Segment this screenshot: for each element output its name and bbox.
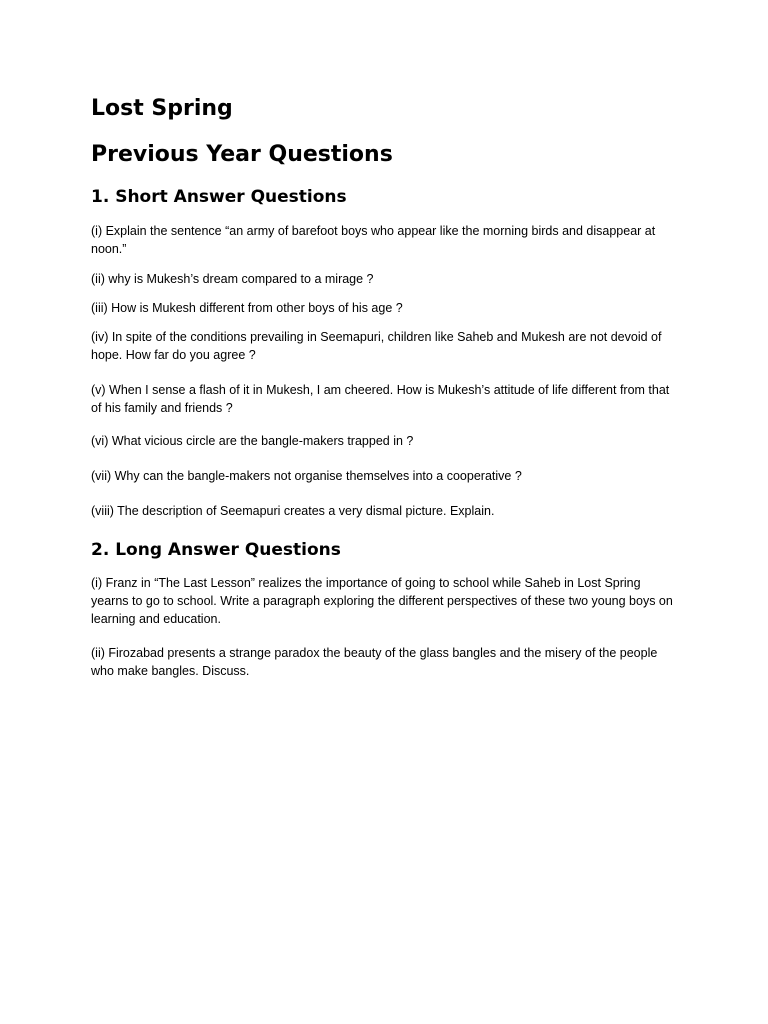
short-answer-heading: 1. Short Answer Questions — [91, 187, 347, 207]
short-question-8: (viii) The description of Seemapuri creates a very dismal picture. Explain. — [91, 504, 495, 518]
long-answer-heading: 2. Long Answer Questions — [91, 540, 341, 560]
short-question-6: (vi) What vicious circle are the bangle-makers trapped in ? — [91, 434, 414, 448]
long-question-2: (ii) Firozabad presents a strange paradox the beauty of the glass bangles and the misery of the people who make bangles. Discuss. — [91, 646, 658, 678]
long-question-1: (i) Franz in “The Last Lesson” realizes the importance of going to school while Saheb in Lost Spring yearns to go to school. Write a paragraph exploring the different perspectives of these two young boys on learning and education. — [91, 576, 673, 626]
document-title: Lost Spring — [91, 96, 233, 121]
short-question-3: (iii) How is Mukesh different from other boys of his age ? — [91, 301, 403, 315]
short-question-7: (vii) Why can the bangle-makers not organise themselves into a cooperative ? — [91, 469, 522, 483]
short-question-2: (ii) why is Mukesh’s dream compared to a mirage ? — [91, 272, 374, 286]
document-subtitle: Previous Year Questions — [91, 142, 393, 167]
short-question-4: (iv) In spite of the conditions prevailing in Seemapuri, children like Saheb and Mukesh are not devoid of hope. How far do you agree ? — [91, 330, 662, 362]
short-question-1: (i) Explain the sentence “an army of barefoot boys who appear like the morning birds and disappear at noon.” — [91, 224, 656, 256]
short-question-5: (v) When I sense a flash of it in Mukesh, I am cheered. How is Mukesh’s attitude of life different from that of his family and friends ? — [91, 383, 670, 415]
